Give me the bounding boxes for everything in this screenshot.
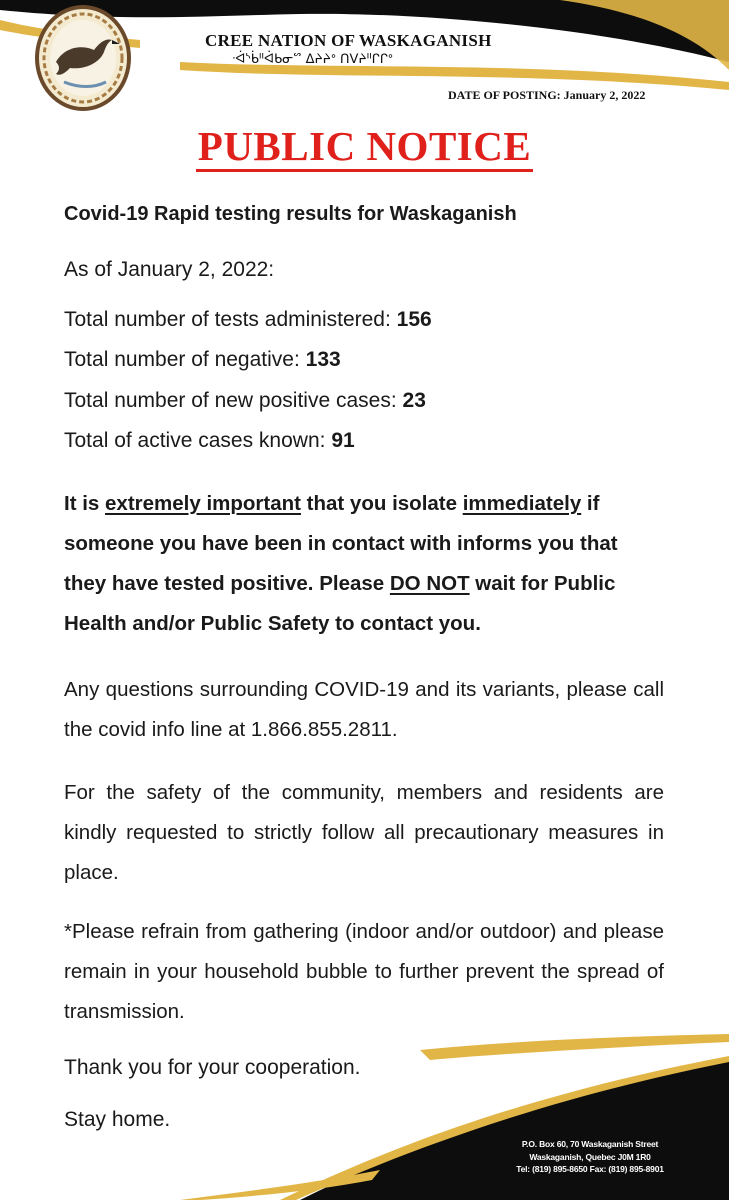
warning-emphasis: immediately [462,492,582,515]
org-name-syllabics: ᐧᐋᔅᑳᐦᐋᑲᓂᔥ ᐃᔨᔨᐤ ᑎᐯᔨᐦᒋᒋᐤ [232,52,393,67]
footer-address [470,1138,710,1176]
address-line-2: Waskaganish, Quebec J0M 1R0 [529,1151,651,1162]
date-of-posting: DATE OF POSTING: January 2, 2022 [448,88,646,102]
stay-home-text: Stay home. [64,1108,171,1131]
stat-label: Total number of tests administered: [64,308,397,331]
stat-label: Total of active cases known: [64,429,332,452]
address-line-1: P.O. Box 60, 70 Waskaganish Street [521,1139,659,1149]
safety-paragraph: For the safety of the community, members and residents are kindly requested to strictly follow all precautionary measures in place. [64,781,664,884]
stat-new-positive [64,389,426,413]
org-name: CREE NATION OF WASKAGANISH [205,31,492,50]
as-of-date: As of January 2, 2022: [64,258,275,281]
title-text: PUBLIC NOTICE [196,123,533,172]
warning-emphasis: extremely important [105,492,301,515]
phone-fax: Tel: (819) 895-8650 Fax: (819) 895-8901 [516,1164,664,1174]
questions-paragraph: Any questions surrounding COVID-19 and its variants, please call the covid info line at 1.866.855.2811. [64,678,664,741]
stat-value: 91 [331,429,355,452]
isolation-warning [64,484,664,644]
warning-text: It is [64,492,106,515]
stat-label: Total number of negative: [64,348,306,371]
gathering-paragraph: *Please refrain from gathering (indoor and/or outdoor) and please remain in your household bubble to further prevent the spread of transmission. [64,920,664,1023]
warning-text: wait for Public Health and/or Public Safety to contact you. [64,572,616,635]
stat-active-cases [64,429,355,453]
warning-text: that you isolate [300,492,463,515]
stat-label: Total number of new positive cases: [64,389,403,412]
warning-text: if someone you have been in contact with informs you that they have tested positive. Please [64,492,618,595]
stat-value: 23 [402,389,426,412]
goose-logo-icon [34,4,132,112]
stat-value: 156 [396,308,432,331]
stat-value: 133 [305,348,341,371]
page-title [0,122,729,170]
warning-emphasis: DO NOT [389,572,470,595]
notice-subtitle: Covid-19 Rapid testing results for Waskaganish [64,203,517,225]
stat-negative [64,348,341,372]
stat-tests-administered [64,308,432,332]
thanks-text: Thank you for your cooperation. [64,1056,361,1079]
